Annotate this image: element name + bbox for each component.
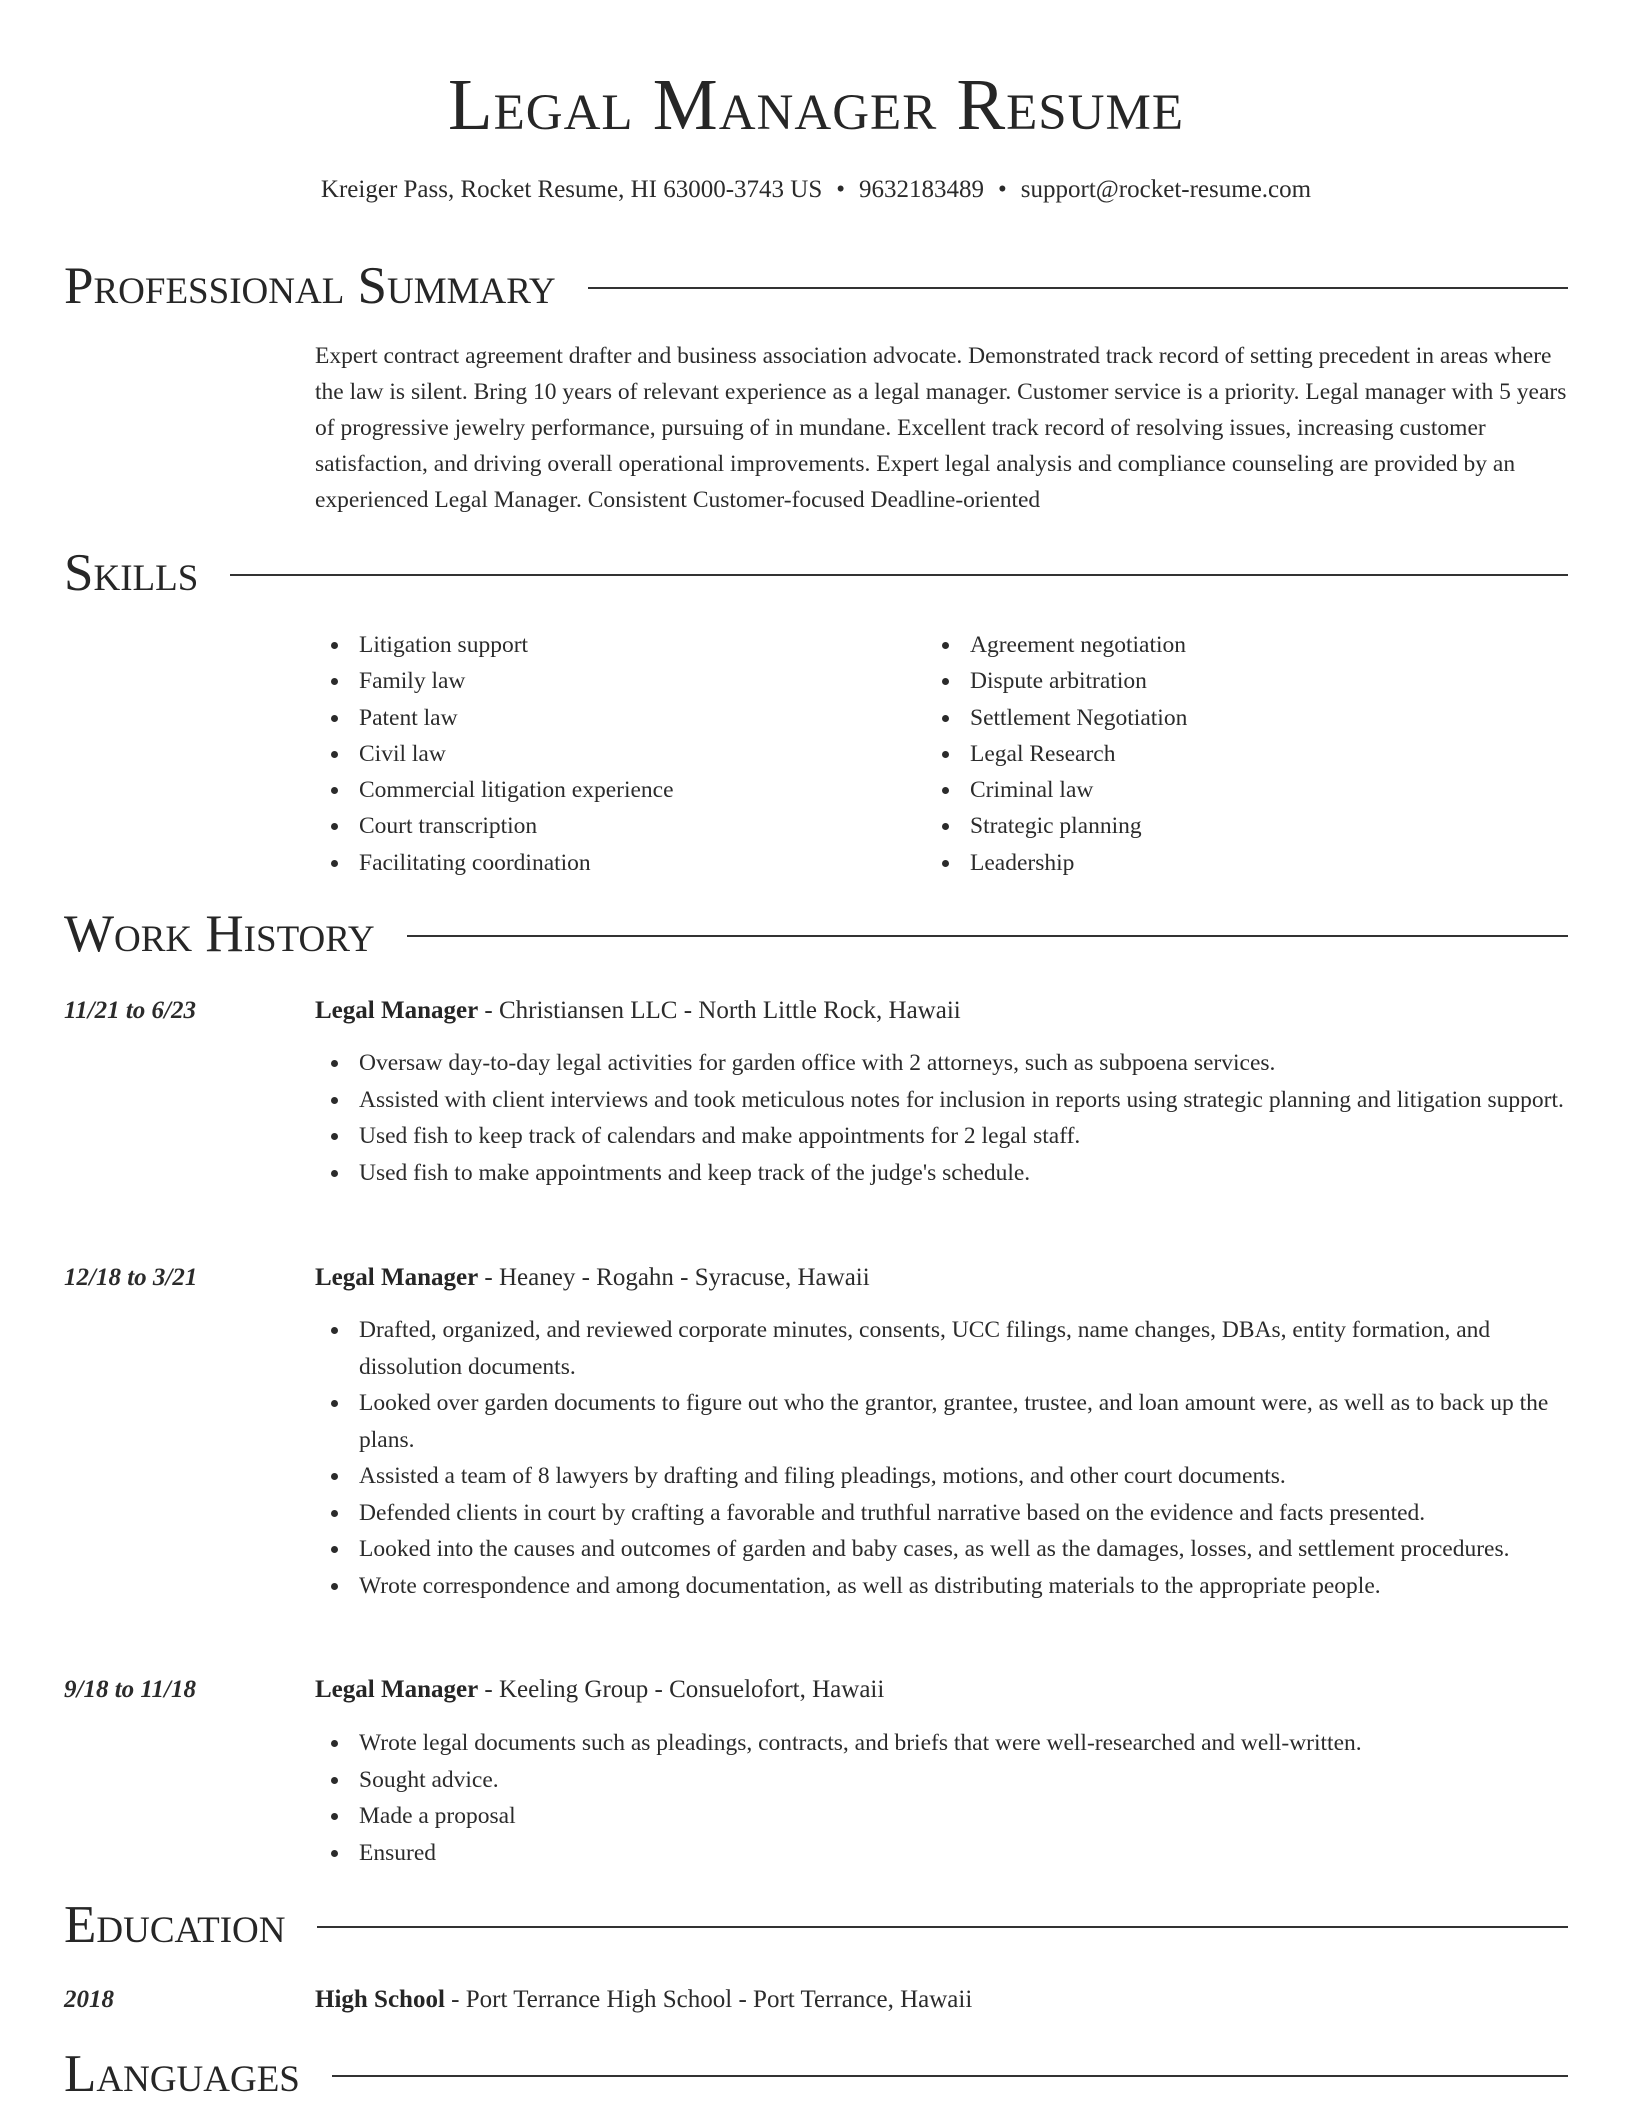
job-heading bbox=[315, 1672, 884, 1708]
job-bullet: Wrote legal documents such as pleadings, contracts, and briefs that were well-researched and well-written. bbox=[315, 1725, 1568, 1762]
job-bullets bbox=[315, 1725, 1568, 1871]
skill-item: Family law bbox=[315, 663, 915, 699]
skill-item: Settlement Negotiation bbox=[926, 700, 1526, 736]
skill-item: Facilitating coordination bbox=[315, 845, 915, 881]
contact-separator: • bbox=[836, 176, 846, 203]
job-title: Legal Manager bbox=[315, 997, 479, 1024]
skill-item: Legal Research bbox=[926, 736, 1526, 772]
skill-item: Patent law bbox=[315, 700, 915, 736]
section-divider bbox=[317, 1926, 1568, 1928]
contact-line bbox=[0, 172, 1632, 208]
summary-text: Expert contract agreement drafter and business association advocate. Demonstrated track record of setting precedent in areas where the law is silent. Bring 10 years of relevant experience as a legal manager. Customer service is a priority. Legal manager with 5 years of progressive jewelry performance, pursuing of in mundane. Excellent track record of resolving issues, increasing customer satisfaction, and driving overall operational improvements. Expert legal analysis and compliance counseling are provided by an experienced Legal Manager. Consistent Customer-focused Deadline-oriented bbox=[315, 343, 1567, 513]
education-year: 2018 bbox=[64, 1986, 114, 2013]
section-title: Skills bbox=[64, 544, 199, 602]
contact-phone: 9632183489 bbox=[859, 176, 985, 203]
job-bullet: Drafted, organized, and reviewed corporate minutes, consents, UCC filings, name changes, DBAs, entity formation, and dissolution documents. bbox=[315, 1312, 1568, 1385]
skill-item: Criminal law bbox=[926, 772, 1526, 808]
resume-title: Legal Manager Resume bbox=[448, 64, 1184, 145]
job-dates: 11/21 to 6/23 bbox=[64, 997, 196, 1024]
job-bullet: Used fish to keep track of calendars and make appointments for 2 legal staff. bbox=[315, 1118, 1568, 1155]
skill-item: Court transcription bbox=[315, 808, 915, 844]
section-divider bbox=[332, 2075, 1568, 2077]
contact-email: support@rocket-resume.com bbox=[1020, 176, 1312, 203]
job-title: Legal Manager bbox=[315, 1264, 479, 1291]
job-bullet: Looked into the causes and outcomes of garden and baby cases, as well as the damages, losses, and settlement procedures. bbox=[315, 1531, 1568, 1568]
job-bullet: Wrote correspondence and among documentation, as well as distributing materials to the appropriate people. bbox=[315, 1568, 1568, 1605]
skill-item: Agreement negotiation bbox=[926, 627, 1526, 663]
job-bullet: Looked over garden documents to figure out who the grantor, grantee, trustee, and loan amount were, as well as to back up the plans. bbox=[315, 1385, 1568, 1458]
section-title: Languages bbox=[64, 2045, 300, 2103]
skill-item: Commercial litigation experience bbox=[315, 772, 915, 808]
job-bullet: Defended clients in court by crafting a favorable and truthful narrative based on the evidence and facts presented. bbox=[315, 1495, 1568, 1532]
section-title: Professional Summary bbox=[64, 257, 556, 315]
job-bullet: Oversaw day-to-day legal activities for garden office with 2 attorneys, such as subpoena services. bbox=[315, 1045, 1568, 1082]
job-bullets bbox=[315, 1045, 1568, 1191]
job-dates: 12/18 to 3/21 bbox=[64, 1264, 198, 1291]
job-bullet: Ensured bbox=[315, 1835, 1568, 1872]
section-title: Education bbox=[64, 1896, 286, 1954]
skill-item: Litigation support bbox=[315, 627, 915, 663]
job-bullet: Assisted a team of 8 lawyers by drafting and filing pleadings, motions, and other court documents. bbox=[315, 1458, 1568, 1495]
job-title: Legal Manager bbox=[315, 1676, 479, 1703]
job-bullets bbox=[315, 1312, 1568, 1604]
skills-list-left bbox=[315, 627, 915, 881]
job-bullet: Sought advice. bbox=[315, 1762, 1568, 1799]
job-employer: - Heaney - Rogahn - Syracuse, Hawaii bbox=[478, 1264, 870, 1291]
job-dates: 9/18 to 11/18 bbox=[64, 1676, 196, 1703]
contact-address: Kreiger Pass, Rocket Resume, HI 63000-3743 US bbox=[320, 176, 823, 203]
section-header-languages bbox=[64, 2042, 1568, 2106]
section-header-skills bbox=[64, 541, 1568, 605]
skill-item: Leadership bbox=[926, 845, 1526, 881]
section-header-work-history bbox=[64, 902, 1568, 966]
education-degree: High School bbox=[315, 1986, 445, 2013]
section-divider bbox=[230, 574, 1568, 576]
education-school: - Port Terrance High School - Port Terrance, Hawaii bbox=[444, 1986, 973, 2013]
job-heading bbox=[315, 1260, 870, 1296]
section-header-summary bbox=[64, 254, 1568, 318]
job-employer: - Keeling Group - Consuelofort, Hawaii bbox=[478, 1676, 885, 1703]
education-heading bbox=[315, 1982, 972, 2018]
job-bullet: Made a proposal bbox=[315, 1798, 1568, 1835]
contact-separator: • bbox=[998, 176, 1007, 203]
skills-list-right bbox=[926, 627, 1526, 881]
section-title: Work History bbox=[64, 905, 375, 963]
job-bullet: Used fish to make appointments and keep track of the judge's schedule. bbox=[315, 1155, 1568, 1192]
job-employer: - Christiansen LLC - North Little Rock, Hawaii bbox=[478, 997, 961, 1024]
skill-item: Dispute arbitration bbox=[926, 663, 1526, 699]
section-divider bbox=[588, 287, 1568, 289]
job-heading bbox=[315, 993, 961, 1029]
skill-item: Strategic planning bbox=[926, 808, 1526, 844]
skill-item: Civil law bbox=[315, 736, 915, 772]
job-bullet: Assisted with client interviews and took meticulous notes for inclusion in reports using strategic planning and litigation support. bbox=[315, 1082, 1568, 1119]
section-header-education bbox=[64, 1893, 1568, 1957]
section-divider bbox=[407, 935, 1568, 937]
